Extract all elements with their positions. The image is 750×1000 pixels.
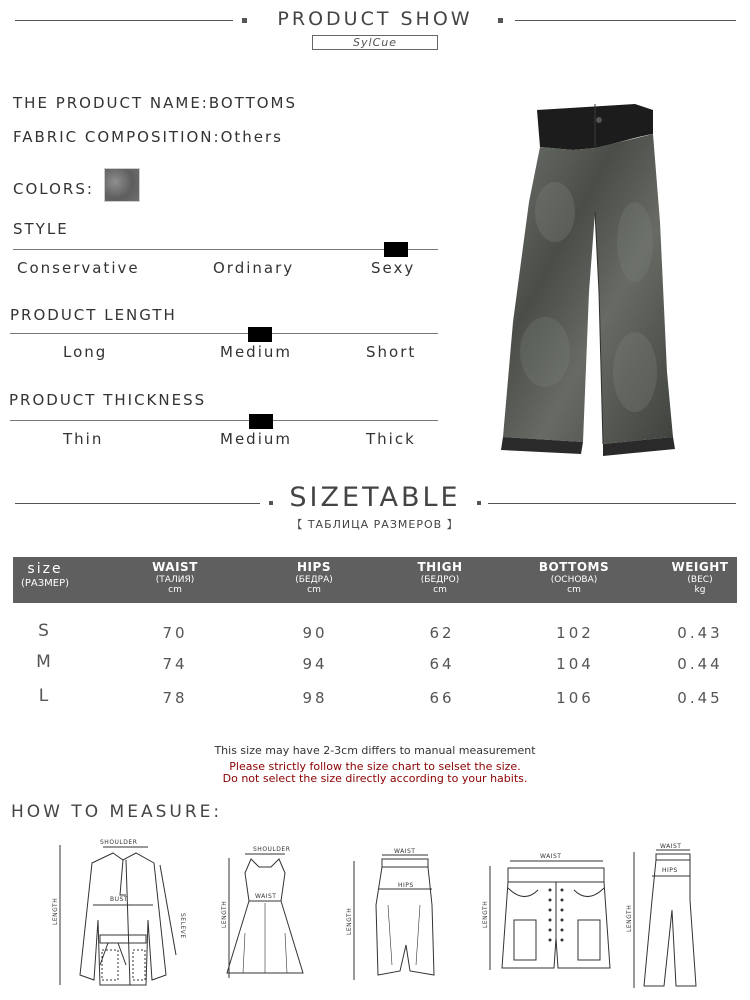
jacket-sketch (48, 835, 198, 990)
style-option-conservative: Conservative (17, 259, 140, 277)
style-marker (384, 242, 408, 257)
thickness-option-thick: Thick (366, 430, 416, 448)
label-length-dress: LENGTH (221, 900, 228, 928)
label-bust: BUST (110, 896, 128, 903)
length-title: PRODUCT LENGTH (10, 306, 177, 324)
col-hips: HIPS (БЕДРА) cm (295, 560, 333, 595)
brand-label: SylCue (312, 35, 438, 50)
col-waist: WAIST (ТАЛИЯ) cm (152, 560, 198, 595)
label-waist-skirt: WAIST (394, 848, 416, 855)
label-length-skirt: LENGTH (346, 907, 353, 935)
table-row-l-size: L (38, 686, 52, 706)
product-image (495, 92, 740, 472)
fabric-composition: FABRIC COMPOSITION:Others (13, 128, 283, 146)
thickness-scale-line (10, 420, 438, 421)
table-row-m-hips: 94 (302, 655, 328, 673)
label-waist-dress: WAIST (255, 893, 277, 900)
label-shoulder: SHOULDER (100, 839, 138, 846)
table-row-s-waist: 70 (162, 624, 188, 642)
skirt-sketch (340, 845, 440, 985)
color-swatch[interactable] (104, 168, 140, 202)
table-row-l-bottoms: 106 (556, 689, 594, 707)
style-scale-line (13, 249, 438, 250)
thickness-option-medium: Medium (220, 430, 292, 448)
note-habits: Do not select the size directly according to your habits. (222, 772, 528, 785)
sizetable-line-right (488, 503, 736, 504)
sizetable-subtitle: 【 ТАБЛИЦА РАЗМЕРОВ 】 (291, 518, 459, 531)
thickness-marker (249, 414, 273, 429)
sizetable-title: SIZETABLE (289, 482, 461, 513)
colors-label: COLORS: (13, 180, 94, 198)
length-scale-line (10, 333, 438, 334)
label-length-shorts: LENGTH (482, 900, 489, 928)
note-measurement: This size may have 2-3cm differs to manual measurement (214, 744, 536, 757)
label-length-pants: LENGTH (626, 904, 633, 932)
length-marker (248, 327, 272, 342)
shorts-sketch (478, 848, 618, 978)
header-dot-right (498, 18, 503, 23)
table-row-m-weight: 0.44 (677, 655, 723, 673)
label-waist-pants: WAIST (660, 843, 682, 850)
col-bottoms: BOTTOMS (ОСНОВА) cm (538, 560, 610, 595)
dress-sketch (215, 843, 315, 983)
thickness-title: PRODUCT THICKNESS (9, 391, 207, 409)
size-table-header (13, 557, 737, 603)
label-length-jacket: LENGTH (52, 897, 59, 925)
table-row-s-hips: 90 (302, 624, 328, 642)
table-row-s-weight: 0.43 (677, 624, 723, 642)
label-shoulder-dress: SHOULDER (253, 846, 291, 853)
style-title: STYLE (13, 220, 69, 238)
page-title: PRODUCT SHOW (277, 8, 473, 30)
sizetable-dot-right (477, 501, 481, 505)
table-row-m-thigh: 64 (429, 655, 455, 673)
table-row-l-thigh: 66 (429, 689, 455, 707)
col-size: size (РАЗМЕР) (20, 561, 70, 589)
table-row-s-size: S (38, 621, 52, 641)
length-option-long: Long (63, 343, 108, 361)
label-selleve: SELEVE (179, 913, 186, 939)
table-row-l-waist: 78 (162, 689, 188, 707)
col-weight: WEIGHT (ВЕС) kg (671, 560, 729, 595)
label-waist-shorts: WAIST (540, 853, 562, 860)
product-name: THE PRODUCT NAME:BOTTOMS (13, 94, 298, 112)
table-row-s-bottoms: 102 (556, 624, 594, 642)
table-row-l-hips: 98 (302, 689, 328, 707)
style-option-sexy: Sexy (371, 259, 416, 277)
thickness-option-thin: Thin (63, 430, 104, 448)
col-thigh: THIGH (БЕДРО) cm (417, 560, 463, 595)
note-follow-chart: Please strictly follow the size chart to selset the size. (229, 760, 521, 773)
table-row-m-waist: 74 (162, 655, 188, 673)
table-row-m-bottoms: 104 (556, 655, 594, 673)
header-line-right (515, 20, 736, 21)
label-hips-skirt: HIPS (398, 882, 414, 889)
label-hips-pants: HIPS (662, 867, 678, 874)
table-row-s-thigh: 62 (429, 624, 455, 642)
how-to-measure-title: HOW TO MEASURE: (11, 802, 223, 822)
length-option-medium: Medium (220, 343, 292, 361)
table-row-l-weight: 0.45 (677, 689, 723, 707)
length-option-short: Short (366, 343, 417, 361)
table-row-m-size: M (36, 652, 54, 672)
pants-sketch (620, 840, 700, 990)
style-option-ordinary: Ordinary (213, 259, 295, 277)
